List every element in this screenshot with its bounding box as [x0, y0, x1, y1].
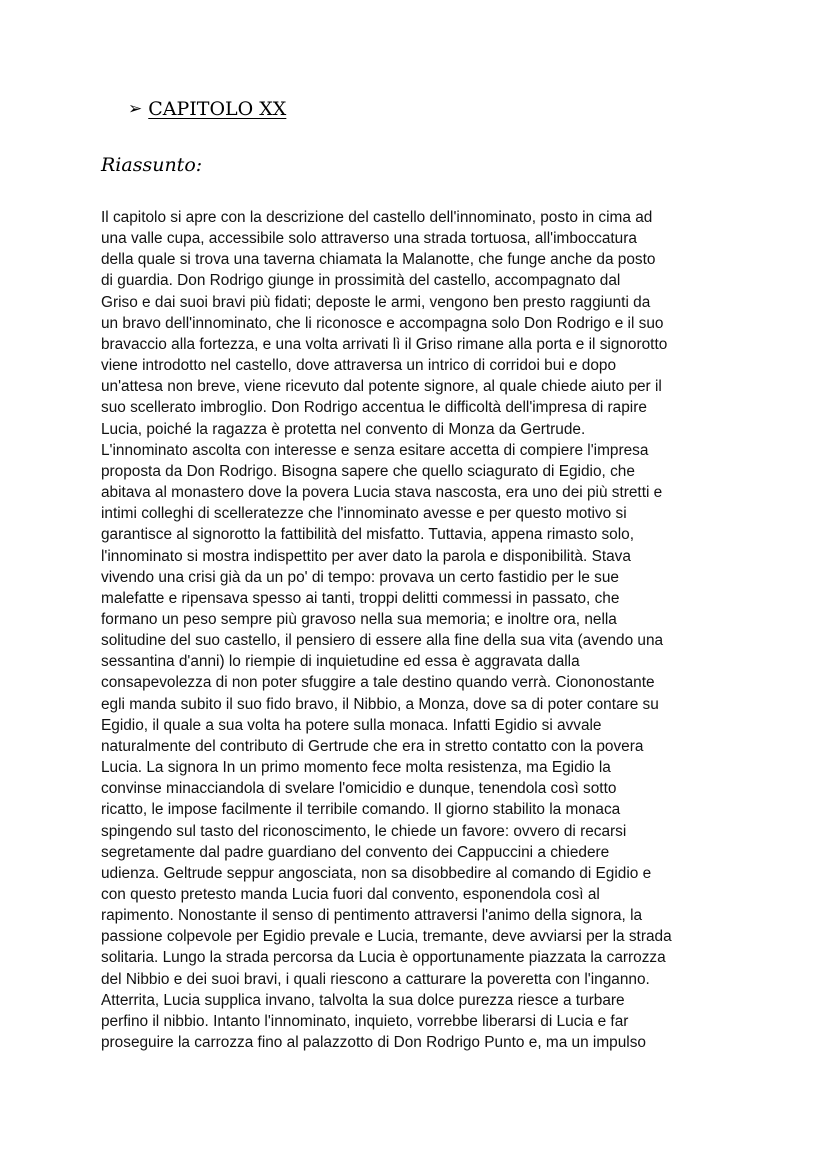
- paragraph-line: Atterrita, Lucia supplica invano, talvolta la sua dolce purezza riesce a turbare: [101, 991, 625, 1009]
- summary-paragraph: [101, 207, 741, 1053]
- paragraph-line: del Nibbio e dei suoi bravi, i quali riescono a catturare la poveretta con l'inganno.: [101, 970, 650, 988]
- paragraph-line: Il capitolo si apre con la descrizione del castello dell'innominato, posto in cima ad: [101, 209, 653, 226]
- paragraph-line: un'attesa non breve, viene ricevuto dal potente signore, al quale chiede aiuto per il: [101, 378, 662, 396]
- section-label: Riassunto:: [101, 154, 203, 176]
- paragraph-line: spingendo sul tasto del riconoscimento, le chiede un favore: ovvero di recarsi: [101, 822, 627, 840]
- paragraph-line: segretamente dal padre guardiano del convento dei Cappuccini a chiedere: [101, 843, 610, 861]
- paragraph-line: abitava al monastero dove la povera Lucia stava nascosta, era uno dei più stretti e: [101, 484, 663, 502]
- paragraph-line: un bravo dell'innominato, che li riconosce e accompagna solo Don Rodrigo e il suo: [101, 314, 664, 332]
- paragraph-line: garantisce al signorotto la fattibilità del misfatto. Tuttavia, appena rimasto solo,: [101, 526, 634, 544]
- arrow-bullet-icon: ➢: [128, 99, 143, 119]
- paragraph-line: suo scellerato imbroglio. Don Rodrigo accentua le difficoltà dell'impresa di rapire: [101, 399, 647, 417]
- paragraph-line: proseguire la carrozza fino al palazzotto di Don Rodrigo Punto e, ma un impulso: [101, 1034, 646, 1052]
- paragraph-line: della quale si trova una taverna chiamata la Malanotte, che funge anche da posto: [101, 251, 656, 269]
- paragraph-line: intimi colleghi di scelleratezze che l'innominato avesse e per questo motivo si: [101, 505, 627, 523]
- paragraph-line: una valle cupa, accessibile solo attraverso una strada tortuosa, all'imboccatura: [101, 230, 637, 248]
- paragraph-line: vivendo una crisi già da un po' di tempo: provava un certo fastidio per le sue: [101, 568, 619, 586]
- paragraph-line: solitaria. Lungo la strada percorsa da Lucia è opportunamente piazzata la carrozza: [101, 949, 666, 967]
- paragraph-line: L'innominato ascolta con interesse e senza esitare accetta di compiere l'impresa: [101, 441, 649, 459]
- paragraph-line: proposta da Don Rodrigo. Bisogna sapere che quello sciagurato di Egidio, che: [101, 462, 635, 480]
- paragraph-line: Lucia. La signora In un primo momento fece molta resistenza, ma Egidio la: [101, 759, 611, 777]
- paragraph-line: bravaccio alla fortezza, e una volta arrivati lì il Griso rimane alla porta e il signorotto: [101, 335, 668, 353]
- paragraph-line: Lucia, poiché la ragazza è protetta nel convento di Monza da Gertrude.: [101, 420, 586, 438]
- paragraph-line: viene introdotto nel castello, dove attraversa un intrico di corridoi bui e dopo: [101, 357, 617, 375]
- paragraph-line: Egidio, il quale a sua volta ha potere sulla monaca. Infatti Egidio si avvale: [101, 716, 602, 734]
- paragraph-line: egli manda subito il suo fido bravo, il Nibbio, a Monza, dove sa di poter contare su: [101, 695, 659, 713]
- paragraph-line: sessantina d'anni) lo riempie di inquietudine ed essa è aggravata dalla: [101, 653, 580, 671]
- paragraph-line: naturalmente del contributo di Gertrude che era in stretto contatto con la povera: [101, 737, 644, 755]
- chapter-heading: [128, 98, 286, 120]
- paragraph-line: consapevolezza di non poter sfuggire a tale destino quando verrà. Ciononostante: [101, 674, 655, 692]
- paragraph-line: malefatte e ripensava spesso ai tanti, troppi delitti commessi in passato, che: [101, 589, 620, 607]
- paragraph-line: formano un peso sempre più gravoso nella sua memoria; e inoltre ora, nella: [101, 610, 617, 628]
- paragraph-line: udienza. Geltrude seppur angosciata, non sa disobbedire al comando di Egidio e: [101, 864, 652, 882]
- paragraph-line: Griso e dai suoi bravi più fidati; deposte le armi, vengono ben presto raggiunti da: [101, 293, 651, 311]
- paragraph-line: rapimento. Nonostante il senso di pentimento attraversi l'animo della signora, la: [101, 907, 643, 925]
- paragraph-line: di guardia. Don Rodrigo giunge in prossimità del castello, accompagnato dal: [101, 272, 621, 290]
- paragraph-line: ricatto, le impose facilmente il terribile comando. Il giorno stabilito la monaca: [101, 801, 621, 819]
- paragraph-line: convinse minacciandola di svelare l'omicidio e dunque, tenendola così sotto: [101, 780, 617, 798]
- chapter-title: CAPITOLO XX: [148, 98, 287, 120]
- paragraph-line: perfino il nibbio. Intanto l'innominato, inquieto, vorrebbe liberarsi di Lucia e far: [101, 1012, 629, 1030]
- paragraph-line: l'innominato si mostra indispettito per aver dato la parola e disponibilità. Stava: [101, 547, 631, 565]
- paragraph-line: con questo pretesto manda Lucia fuori dal convento, esponendola così al: [101, 886, 600, 903]
- paragraph-line: passione colpevole per Egidio prevale e Lucia, tremante, deve avviarsi per la strada: [101, 928, 672, 946]
- paragraph-line: solitudine del suo castello, il pensiero di essere alla fine della sua vita (avendo una: [101, 632, 664, 650]
